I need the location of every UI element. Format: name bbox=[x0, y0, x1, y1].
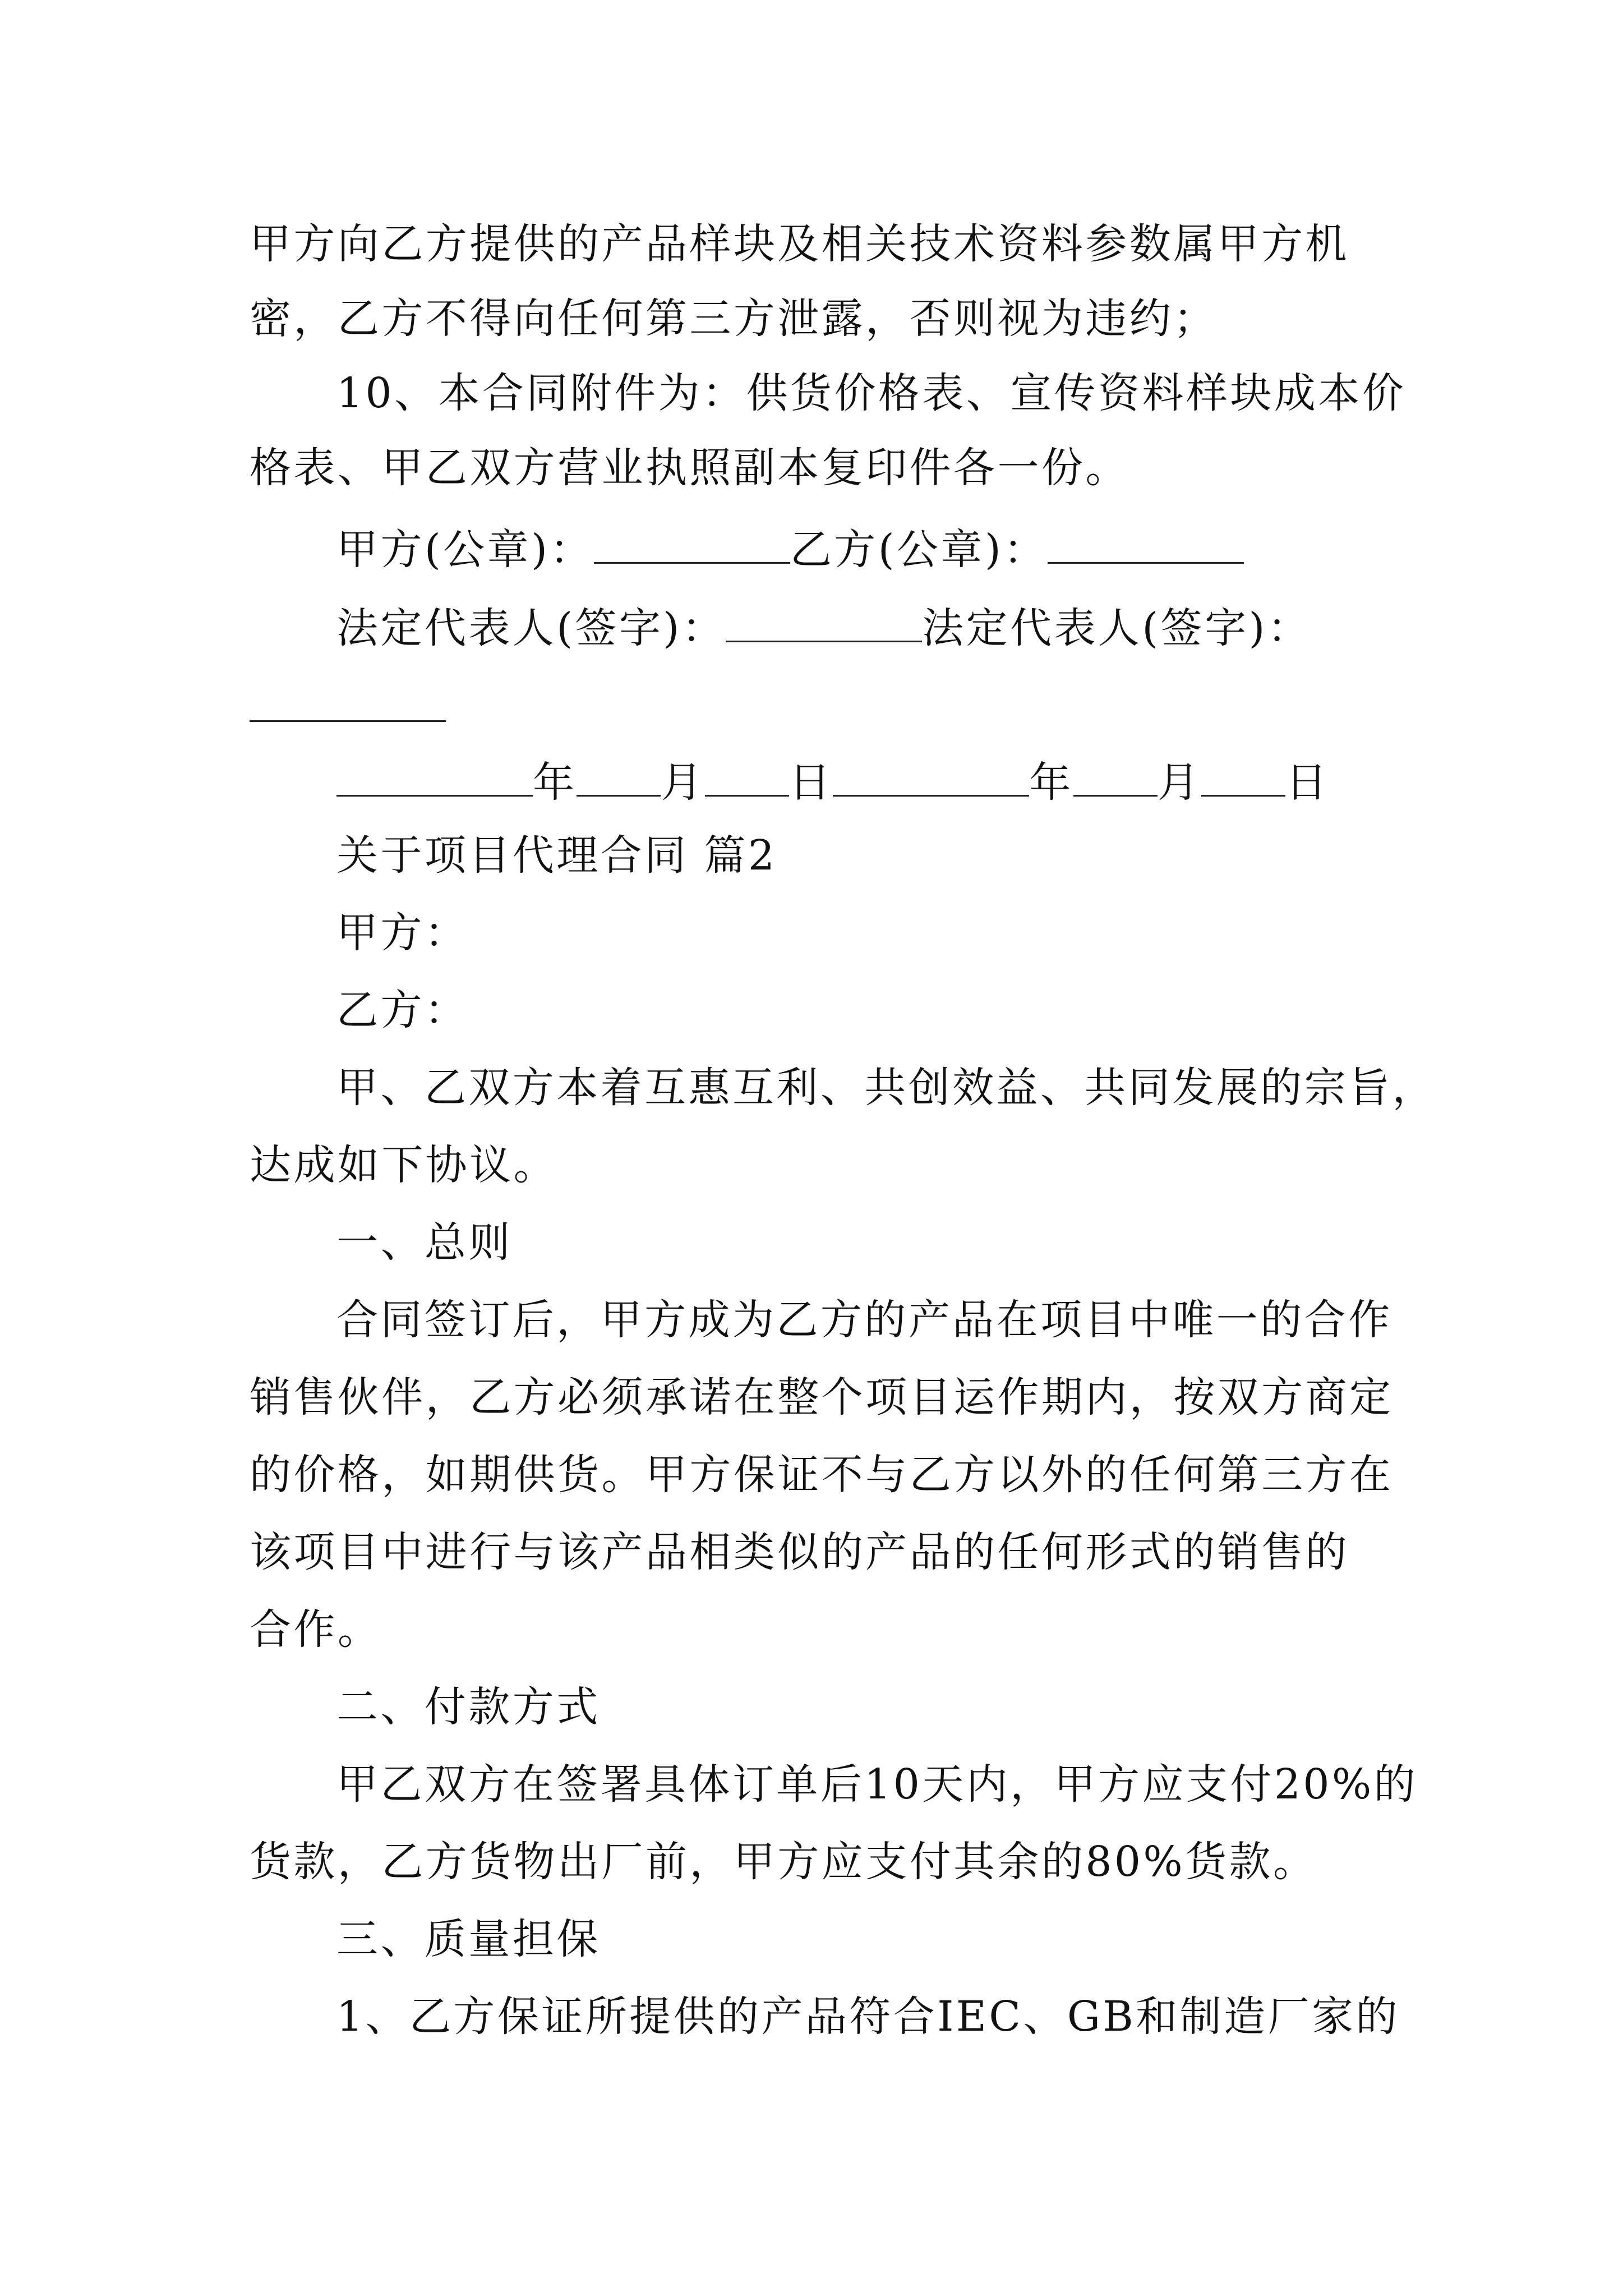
party-b-seal-label: 乙方(公章)： bbox=[790, 526, 1048, 574]
month-label: 月 bbox=[1157, 758, 1202, 807]
seal-line bbox=[336, 522, 1244, 578]
date-blank bbox=[705, 760, 789, 797]
text-line: 甲乙双方在签署具体订单后10天内，甲方应支付20%的 bbox=[336, 1760, 1418, 1809]
signature-blank bbox=[594, 527, 790, 564]
party-b-label: 乙方： bbox=[336, 986, 469, 1034]
signature-blank bbox=[1048, 527, 1244, 564]
date-blank bbox=[1073, 760, 1158, 797]
year-label: 年 bbox=[533, 758, 577, 807]
party-a-label: 甲方： bbox=[336, 909, 469, 957]
heading: 一、总则 bbox=[336, 1218, 513, 1267]
month-label: 月 bbox=[661, 758, 705, 807]
section-title: 关于项目代理合同 篇2 bbox=[336, 831, 777, 880]
date-blank bbox=[833, 760, 1029, 797]
text-line: 货款，乙方货物出厂前，甲方应支付其余的80%货款。 bbox=[250, 1838, 1317, 1886]
legal-rep-line bbox=[336, 600, 1311, 656]
text-line: 该项目中进行与该产品相类似的产品的任何形式的销售的 bbox=[250, 1528, 1349, 1576]
heading: 二、付款方式 bbox=[336, 1683, 601, 1731]
text-line: 合作。 bbox=[250, 1605, 382, 1654]
party-a-seal-label: 甲方(公章)： bbox=[336, 526, 594, 574]
signature-blank bbox=[726, 606, 922, 642]
date-blank bbox=[336, 760, 533, 797]
legal-rep-b-label: 法定代表人(签字)： bbox=[922, 604, 1312, 652]
text-line: 销售伙伴，乙方必须承诺在整个项目运作期内，按双方商定 bbox=[250, 1373, 1394, 1421]
text-line: 甲、乙双方本着互惠互利、共创效益、共同发展的宗旨， bbox=[336, 1064, 1436, 1112]
text-line: 的价格，如期供货。甲方保证不与乙方以外的任何第三方在 bbox=[250, 1451, 1394, 1499]
text-line: 密，乙方不得向任何第三方泄露，否则视为违约； bbox=[250, 295, 1218, 343]
signature-blank bbox=[250, 720, 446, 722]
heading: 三、质量担保 bbox=[336, 1915, 601, 1963]
text-line: 1、乙方保证所提供的产品符合IEC、GB和制造厂家的 bbox=[336, 1993, 1400, 2041]
date-line bbox=[336, 754, 1330, 811]
date-blank bbox=[577, 760, 661, 797]
date-blank bbox=[1201, 760, 1285, 797]
year-label: 年 bbox=[1029, 758, 1073, 807]
text-line: 格表、甲乙双方营业执照副本复印件各一份。 bbox=[250, 444, 1129, 492]
text-line: 合同签订后，甲方成为乙方的产品在项目中唯一的合作 bbox=[336, 1296, 1393, 1344]
text-line: 甲方向乙方提供的产品样块及相关技术资料参数属甲方机 bbox=[250, 220, 1349, 268]
legal-rep-a-label: 法定代表人(签字)： bbox=[336, 604, 726, 652]
text-line: 10、本合同附件为：供货价格表、宣传资料样块成本价 bbox=[336, 369, 1407, 417]
text-line: 达成如下协议。 bbox=[250, 1141, 558, 1189]
day-label: 日 bbox=[789, 758, 833, 807]
day-label: 日 bbox=[1285, 758, 1330, 807]
